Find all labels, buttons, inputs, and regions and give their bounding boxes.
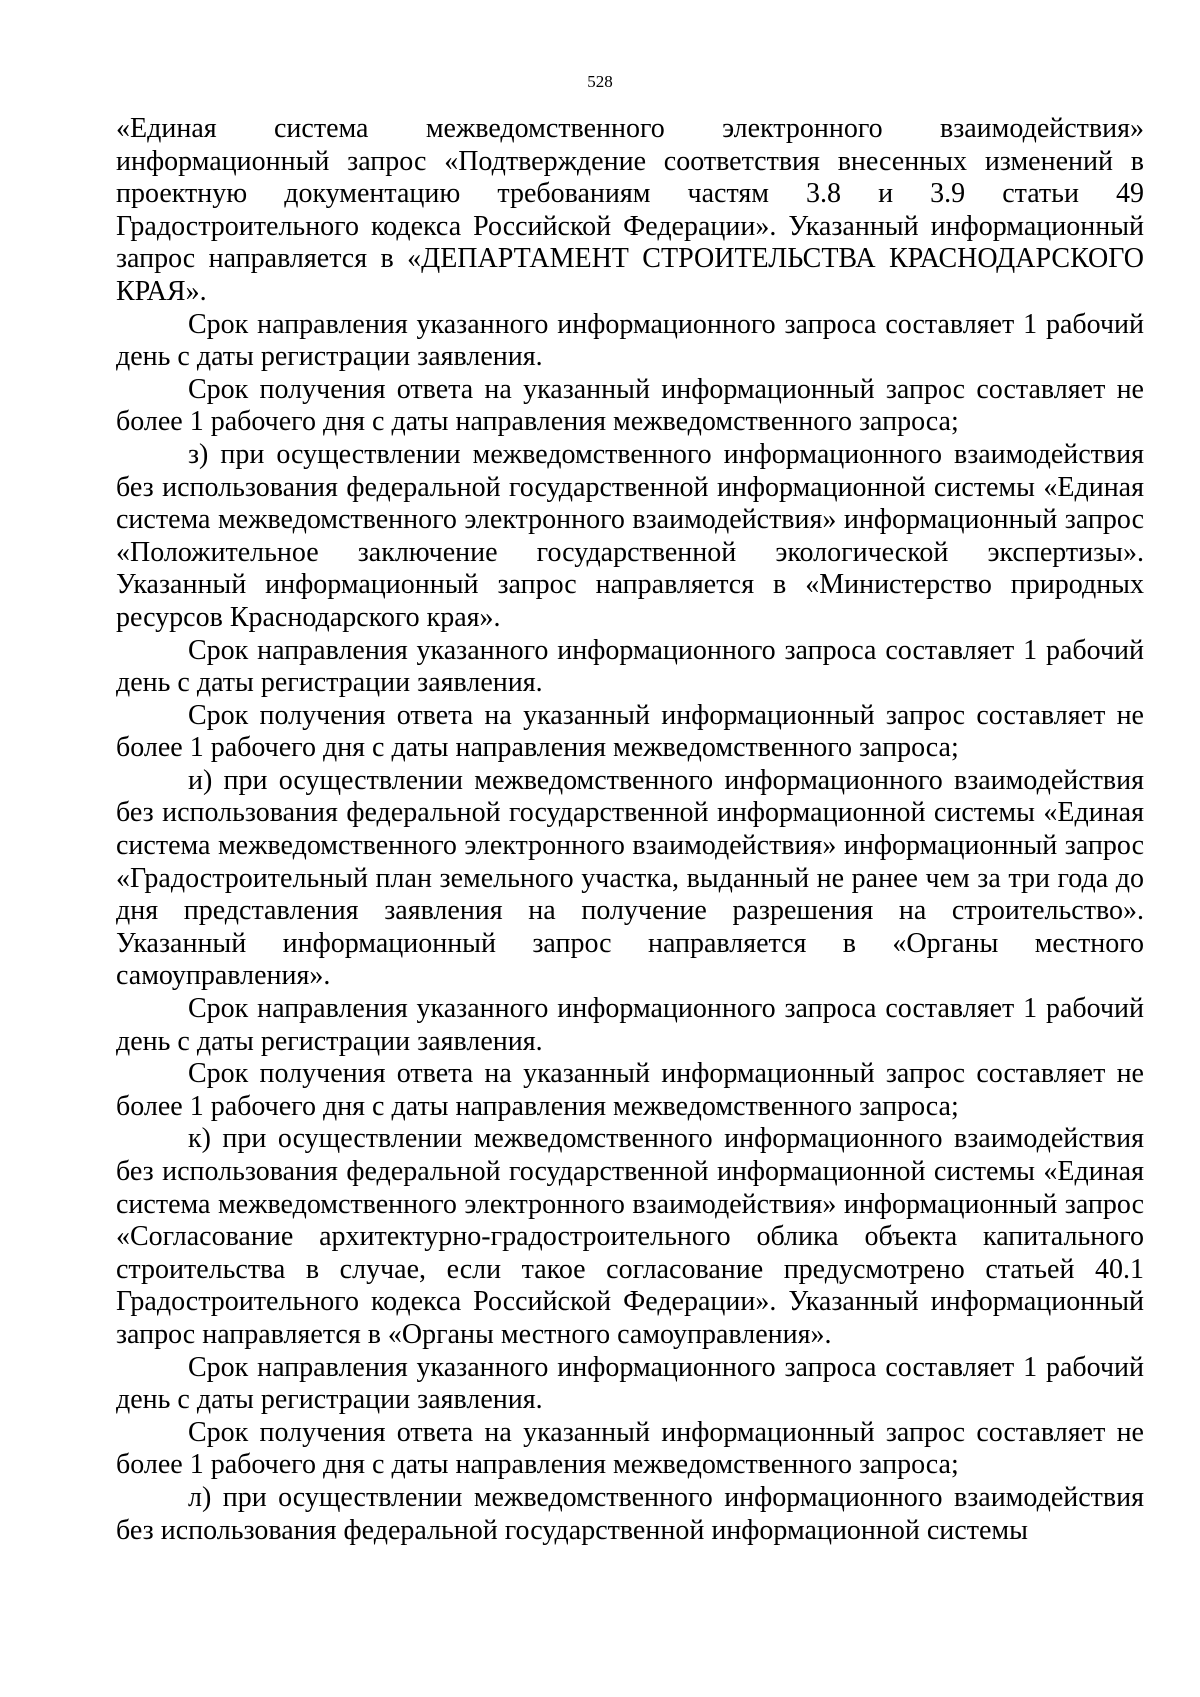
paragraph-response-term: Срок получения ответа на указанный информационный запрос составляет не более 1 рабочего дня с даты направления межведомственного запроса; [116, 699, 1144, 764]
paragraph-response-term: Срок получения ответа на указанный информационный запрос составляет не более 1 рабочего дня с даты направления межведомственного запроса; [116, 1058, 1144, 1122]
paragraph-item-z: з) при осуществлении межведомственного информационного взаимодействия без использования федеральной государственной информационной системы «Единая система межведомственного электронного взаимодействия» информационный запрос «Положительное заключение государственной экологической экспертизы». Указанный информационный запрос направляется в «Министерство природных ресурсов Краснодарского края». [116, 438, 1144, 633]
paragraph-request-sending-term: Срок направления указанного информационного запроса составляет 1 рабочий день с даты регистрации заявления. [116, 634, 1144, 699]
paragraph-response-term: Срок получения ответа на указанный информационный запрос составляет не более 1 рабочего дня с даты направления межведомственного запроса; [116, 373, 1144, 438]
paragraph-item-l: л) при осуществлении межведомственного информационного взаимодействия без использования федеральной государственной информационной системы [116, 1481, 1144, 1546]
body-text [116, 113, 1144, 1547]
paragraph-continuation: «Единая система межведомственного электронного взаимодействия» информационный запрос «Подтверждение соответствия внесенных изменений в проектную документацию требованиям частям 3.8 и 3.9 статьи 49 Градостроительного кодекса Российской Федерации». Указанный информационный запрос направляется в «ДЕПАРТАМЕНТ СТРОИТЕЛЬСТВА КРАСНОДАРСКОГО КРАЯ». [116, 113, 1144, 307]
paragraph-item-k: к) при осуществлении межведомственного информационного взаимодействия без использования федеральной государственной информационной системы «Единая система межведомственного электронного взаимодействия» информационный запрос «Согласование архитектурно-градостроительного облика объекта капитального строительства в случае, если такое согласование предусмотрено статьей 40.1 Градостроительного кодекса Российской Федерации». Указанный информационный запрос направляется в «Органы местного самоуправления». [116, 1123, 1144, 1350]
paragraph-request-sending-term: Срок направления указанного информационного запроса составляет 1 рабочий день с даты регистрации заявления. [116, 1351, 1144, 1416]
paragraph-request-sending-term: Срок направления указанного информационного запроса составляет 1 рабочий день с даты регистрации заявления. [116, 993, 1144, 1057]
paragraph-response-term: Срок получения ответа на указанный информационный запрос составляет не более 1 рабочего дня с даты направления межведомственного запроса; [116, 1416, 1144, 1481]
paragraph-request-sending-term: Срок направления указанного информационного запроса составляет 1 рабочий день с даты регистрации заявления. [116, 308, 1144, 373]
paragraph-item-i: и) при осуществлении межведомственного информационного взаимодействия без использования федеральной государственной информационной системы «Единая система межведомственного электронного взаимодействия» информационный запрос «Градостроительный план земельного участка, выданный не ранее чем за три года до дня представления заявления на получение разрешения на строительство». Указанный информационный запрос направляется в «Органы местного самоуправления». [116, 764, 1144, 992]
page-number: 528 [587, 72, 613, 91]
